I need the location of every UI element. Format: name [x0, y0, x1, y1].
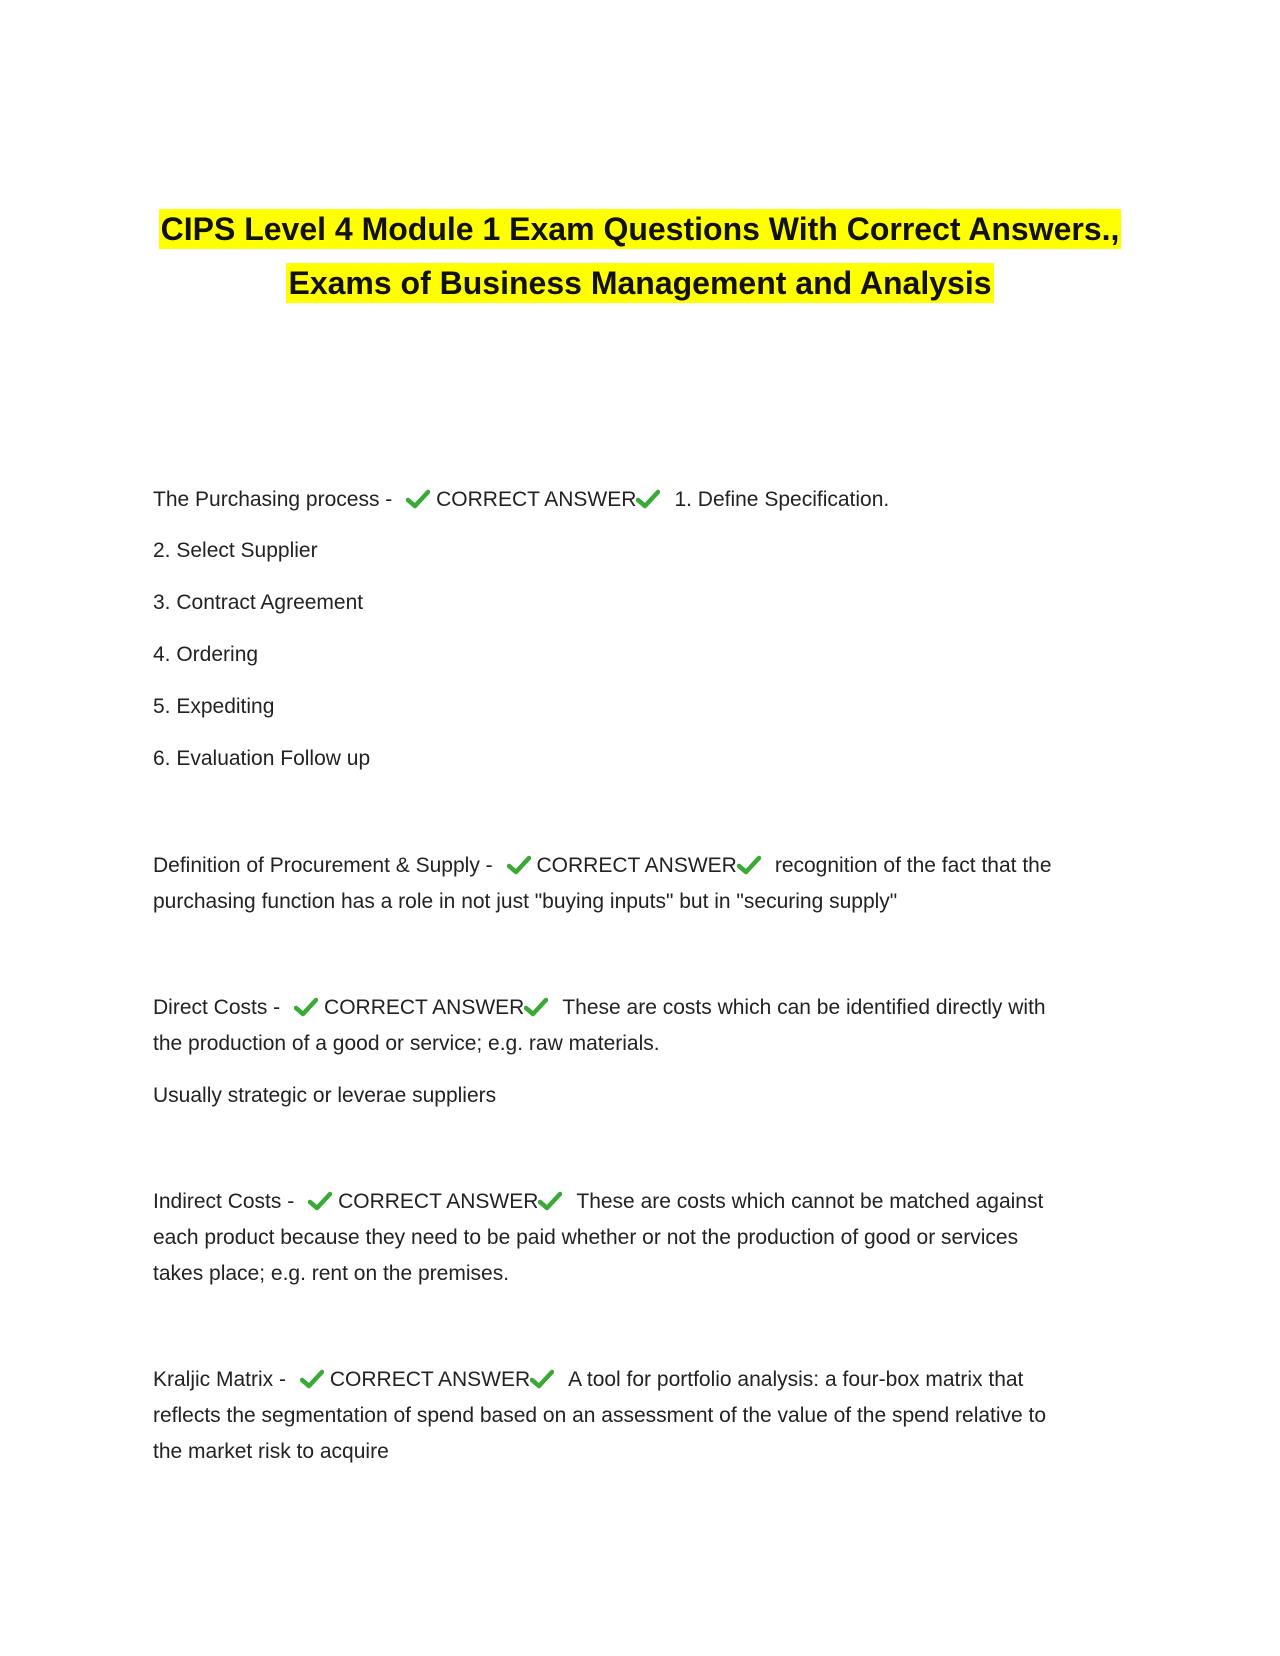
- qa-answer-continuation: purchasing function has a role in not just "buying inputs" but in "securing supply": [153, 890, 898, 913]
- qa-item-direct-costs: [153, 990, 1133, 1114]
- qa-first-line: [153, 1362, 1133, 1398]
- check-icon: [636, 485, 660, 505]
- document-title: [100, 202, 1180, 310]
- check-icon: [530, 1365, 554, 1385]
- qa-item-indirect-costs: [153, 1184, 1133, 1292]
- check-icon: [524, 993, 548, 1013]
- list-item: 3. Contract Agreement: [153, 591, 364, 614]
- qa-answer: A tool for portfolio analysis: a four-box matrix that: [568, 1368, 1024, 1391]
- list-item: 6. Evaluation Follow up: [153, 747, 371, 770]
- qa-term: Kraljic Matrix -: [153, 1368, 287, 1391]
- qa-answer-continuation: the production of a good or service; e.g. raw materials.: [153, 1032, 660, 1055]
- answer-label: CORRECT ANSWER: [329, 1368, 531, 1391]
- answer-label: CORRECT ANSWER: [338, 1190, 539, 1213]
- qa-answer: 1. Define Specification.: [674, 488, 890, 511]
- qa-item-procurement-supply: [153, 848, 1133, 920]
- check-icon: [507, 851, 531, 871]
- qa-item-kraljic-matrix: [153, 1362, 1133, 1470]
- qa-first-line: [153, 482, 1133, 518]
- qa-answer-continuation: takes place; e.g. rent on the premises.: [153, 1262, 510, 1285]
- qa-answer: These are costs which can be identified directly with: [562, 996, 1046, 1019]
- purchasing-steps-list: [153, 533, 1133, 793]
- check-icon: [308, 1187, 332, 1207]
- qa-answer-continuation: each product because they need to be paid whether or not the production of good or services: [153, 1226, 1019, 1249]
- check-icon: [538, 1187, 562, 1207]
- qa-term: Indirect Costs -: [153, 1190, 295, 1213]
- check-icon: [406, 485, 430, 505]
- qa-answer: recognition of the fact that the: [774, 854, 1052, 877]
- qa-item-purchasing-process: [153, 482, 1133, 793]
- answer-label: CORRECT ANSWER: [536, 854, 737, 877]
- title-line-2: Exams of Business Management and Analysis: [288, 265, 992, 301]
- qa-answer-continuation: reflects the segmentation of spend based on an assessment of the value of the spend relative to: [153, 1404, 1047, 1427]
- qa-first-line: [153, 848, 1133, 884]
- list-item: 4. Ordering: [153, 643, 259, 666]
- qa-first-line: [153, 1184, 1133, 1220]
- list-item: 2. Select Supplier: [153, 539, 318, 562]
- qa-answer: These are costs which cannot be matched against: [576, 1190, 1044, 1213]
- answer-label: CORRECT ANSWER: [436, 488, 637, 511]
- qa-term: Definition of Procurement & Supply -: [153, 854, 493, 877]
- check-icon: [300, 1365, 324, 1385]
- list-item: 5. Expediting: [153, 695, 275, 718]
- title-line-1: CIPS Level 4 Module 1 Exam Questions With Correct Answers.,: [160, 211, 1120, 247]
- qa-first-line: [153, 990, 1133, 1026]
- check-icon: [294, 993, 318, 1013]
- check-icon: [737, 851, 761, 871]
- answer-label: CORRECT ANSWER: [324, 996, 525, 1019]
- qa-answer-continuation: the market risk to acquire: [153, 1440, 389, 1463]
- qa-term: The Purchasing process -: [153, 488, 393, 511]
- qa-note: Usually strategic or leverae suppliers: [153, 1084, 497, 1107]
- qa-term: Direct Costs -: [153, 996, 281, 1019]
